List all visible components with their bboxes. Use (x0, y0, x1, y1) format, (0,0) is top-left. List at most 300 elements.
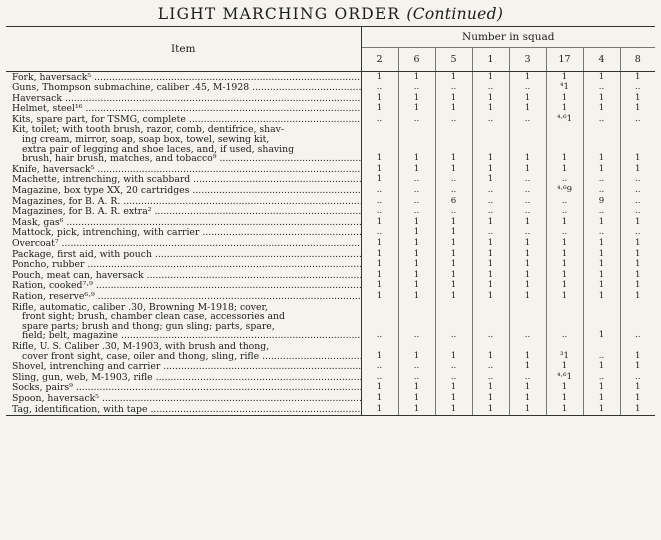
count-cell: 1 (546, 164, 583, 175)
count-cell: .. (361, 228, 398, 239)
count-cell: 1 (361, 104, 398, 115)
count-cell: 1 (398, 281, 435, 292)
count-cell: .. (435, 302, 472, 341)
item-text-line: spare parts; brush and thong; gun sling; parts, spare, (22, 321, 275, 332)
count-cell: .. (361, 372, 398, 383)
count-cell: 1 (361, 175, 398, 186)
count-cell: .. (546, 302, 583, 341)
count-cell: 1 (361, 404, 398, 415)
count-cell: 1 (583, 104, 620, 115)
count-cell: 1 (635, 361, 641, 372)
count-cell: ⁴·⁶9 (546, 186, 583, 197)
count-cell: .. (509, 83, 546, 94)
count-cell: 1 (472, 72, 509, 83)
table-row (6, 125, 655, 164)
item-text-line: Fork, haversack⁵ ..... (12, 73, 361, 83)
item-cell (6, 291, 361, 302)
count-cell: 1 (509, 164, 546, 175)
count-cell: .. (398, 372, 435, 383)
count-cell: 1 (361, 93, 398, 104)
count-cell: 1 (472, 164, 509, 175)
item-cell (6, 217, 361, 228)
count-cell: 1 (398, 341, 435, 361)
count-cell: .. (509, 207, 546, 218)
count-cell: 1 (398, 93, 435, 104)
count-cell: 1 (546, 93, 583, 104)
table-row (6, 93, 655, 104)
count-cell: 1 (509, 341, 546, 361)
count-cell: .. (509, 186, 546, 197)
item-text-line: Kit, toilet; with tooth brush, razor, comb, dentifrice, shav- (12, 125, 285, 136)
count-cell: 1 (435, 393, 472, 404)
count-cell: .. (398, 83, 435, 94)
count-cell: 1 (583, 393, 620, 404)
count-cell: .. (509, 175, 546, 186)
table-row (6, 228, 655, 239)
count-cell: 1 (509, 270, 546, 281)
count-cell: 1 (583, 383, 620, 394)
count-cell: 1 (546, 260, 583, 271)
count-cell: 1 (472, 341, 509, 361)
count-cell: 1 (635, 163, 641, 174)
count-cell: 1 (583, 164, 620, 175)
count-cell: 1 (546, 239, 583, 250)
count-cell: .. (398, 114, 435, 125)
table-row (6, 281, 655, 292)
title-continued: (Continued) (406, 5, 504, 23)
table-row (6, 341, 655, 361)
count-cell: .. (635, 113, 641, 124)
item-text-line: Kits, spare part, for TSMG, complete ..... (12, 115, 361, 125)
count-cell: 1 (435, 249, 472, 260)
count-cell: 1 (546, 125, 583, 164)
count-cell: 1 (472, 260, 509, 271)
count-cell: 1 (472, 249, 509, 260)
count-cell: 1 (509, 393, 546, 404)
count-cell: .. (398, 302, 435, 341)
count-cell: .. (472, 228, 509, 239)
item-cell (6, 270, 361, 281)
count-cell: 1 (509, 249, 546, 260)
count-cell: 1 (509, 291, 546, 302)
count-cell: .. (583, 228, 620, 239)
count-cell: 1 (635, 103, 641, 114)
count-cell: 1 (472, 270, 509, 281)
item-text-line: Ration, cooked⁷·⁹ ..... (12, 281, 361, 291)
table-row (6, 175, 655, 186)
count-cell: 1 (546, 362, 583, 373)
count-cell: .. (361, 207, 398, 218)
item-text-line: Machette, intrenching, with scabbard ..... (12, 175, 361, 185)
count-cell: .. (583, 83, 620, 94)
count-cell: .. (472, 372, 509, 383)
count-cell: 1 (635, 280, 641, 291)
count-cell: 1 (509, 362, 546, 373)
count-cell: 1 (472, 383, 509, 394)
count-cell: 1 (583, 72, 620, 83)
count-cell: 1 (472, 393, 509, 404)
item-text-line: Mattock, pick, intrenching, with carrier ..... (12, 228, 361, 238)
count-cell: .. (509, 196, 546, 207)
item-text-line: Rifle, automatic, caliber .30, Browning M-1918; cover, (12, 302, 268, 313)
item-text-line: field; belt, magazine ..... (12, 331, 361, 341)
count-cell: 1 (583, 404, 620, 415)
squad-column-header: 17 (546, 48, 583, 72)
count-cell: .. (398, 186, 435, 197)
count-cell: .. (398, 175, 435, 186)
count-cell: .. (435, 362, 472, 373)
count-cell: .. (509, 302, 546, 341)
item-cell (6, 249, 361, 260)
count-cell: .. (361, 186, 398, 197)
count-cell: .. (361, 362, 398, 373)
squad-column-header: 6 (398, 48, 435, 72)
item-cell (6, 372, 361, 383)
count-cell: 1 (546, 393, 583, 404)
count-cell: 1 (635, 392, 641, 403)
count-cell: 1 (435, 270, 472, 281)
table-row (6, 196, 655, 207)
count-cell: 1 (398, 72, 435, 83)
item-text-line: Overcoat⁷ ..... (12, 239, 361, 249)
count-cell: ³1 (546, 341, 583, 361)
count-cell: 1 (635, 248, 641, 259)
item-text-line: Pouch, meat can, haversack ..... (12, 271, 361, 281)
count-cell: .. (435, 83, 472, 94)
count-cell: .. (635, 174, 641, 185)
item-column-header: Item (6, 27, 361, 72)
count-cell: ⁴·⁶1 (546, 114, 583, 125)
count-cell: 1 (546, 104, 583, 115)
count-cell: 6 (435, 196, 472, 207)
count-cell: .. (472, 302, 509, 341)
count-cell: 1 (361, 291, 398, 302)
count-cell: .. (472, 186, 509, 197)
count-cell: 1 (635, 259, 641, 270)
squad-column-header: 3 (509, 48, 546, 72)
count-cell: .. (361, 114, 398, 125)
item-cell (6, 239, 361, 250)
count-cell: .. (583, 341, 620, 361)
item-cell (6, 72, 361, 83)
count-cell: 1 (398, 404, 435, 415)
table-row (6, 291, 655, 302)
count-cell: .. (398, 207, 435, 218)
count-cell: 1 (583, 302, 620, 341)
count-cell: 1 (435, 291, 472, 302)
count-cell: 1 (546, 217, 583, 228)
count-cell: 1 (361, 125, 398, 164)
count-cell: .. (546, 228, 583, 239)
count-cell: 1 (472, 93, 509, 104)
item-cell (6, 125, 361, 164)
count-cell: 1 (435, 93, 472, 104)
count-cell: 1 (435, 72, 472, 83)
count-cell: 1 (398, 239, 435, 250)
item-cell (6, 362, 361, 373)
count-cell: .. (435, 114, 472, 125)
count-cell: 1 (635, 290, 641, 301)
table-row (6, 249, 655, 260)
item-cell (6, 341, 361, 361)
table-row (6, 372, 655, 383)
count-cell: 1 (435, 383, 472, 394)
table-row (6, 362, 655, 373)
count-cell: 1 (546, 270, 583, 281)
item-cell (6, 186, 361, 197)
count-cell: .. (435, 175, 472, 186)
count-cell: 1 (583, 291, 620, 302)
table-row (6, 270, 655, 281)
item-cell (6, 196, 361, 207)
table-row (6, 260, 655, 271)
count-cell: 1 (546, 404, 583, 415)
count-cell: .. (398, 196, 435, 207)
item-cell (6, 175, 361, 186)
squad-column-header: 5 (435, 48, 472, 72)
item-text-line: Magazine, box type XX, 20 cartridges ..... (12, 186, 361, 196)
item-text-line: extra pair of legging and shoe laces, and, if used, shaving (22, 144, 295, 155)
item-text-line: Helmet, steel¹⁶ ..... (12, 104, 361, 114)
count-cell: 1 (398, 217, 435, 228)
count-cell: 1 (509, 217, 546, 228)
count-cell: 1 (509, 281, 546, 292)
count-cell: 1 (398, 393, 435, 404)
count-cell: .. (509, 228, 546, 239)
count-cell: 1 (635, 92, 641, 103)
count-cell: 1 (472, 175, 509, 186)
count-cell: 1 (398, 104, 435, 115)
count-cell: 1 (546, 281, 583, 292)
item-text-line: Haversack ..... (12, 94, 361, 104)
item-text-line: Socks, pairs⁹ ..... (12, 383, 361, 393)
count-cell: 1 (435, 228, 472, 239)
count-cell: 1 (509, 383, 546, 394)
count-cell: 1 (361, 281, 398, 292)
item-text-line: Ration, reserve⁶·⁹ ..... (12, 292, 361, 302)
count-cell: .. (472, 83, 509, 94)
squad-column-header: 2 (361, 48, 398, 72)
count-cell: 1 (435, 281, 472, 292)
number-in-squad-header: Number in squad (361, 27, 655, 48)
count-cell: 1 (472, 281, 509, 292)
table-row (6, 164, 655, 175)
count-cell: 1 (635, 269, 641, 280)
item-text-line: front sight; brush, chamber clean case, accessories and (22, 312, 285, 322)
count-cell: .. (583, 207, 620, 218)
item-cell (6, 83, 361, 94)
item-cell (6, 114, 361, 125)
table-row (6, 302, 655, 341)
count-cell: 1 (398, 260, 435, 271)
count-cell: .. (509, 372, 546, 383)
count-cell: 1 (509, 72, 546, 83)
item-cell (6, 164, 361, 175)
count-cell: 1 (583, 217, 620, 228)
item-cell (6, 104, 361, 115)
table-row (6, 393, 655, 404)
count-cell: 1 (583, 249, 620, 260)
count-cell: 1 (435, 404, 472, 415)
count-cell: 1 (435, 104, 472, 115)
item-cell (6, 302, 361, 341)
count-cell: .. (583, 114, 620, 125)
item-text-line: Spoon, haversack⁵ ..... (12, 394, 361, 404)
count-cell: 1 (583, 239, 620, 250)
count-cell: 1 (546, 291, 583, 302)
count-cell: 1 (435, 260, 472, 271)
item-text-line: ing cream, mirror, soap, soap box, towel, sewing kit, (22, 135, 270, 145)
count-cell: 1 (361, 260, 398, 271)
item-cell (6, 228, 361, 239)
item-cell (6, 393, 361, 404)
count-cell: .. (509, 114, 546, 125)
count-cell: .. (546, 175, 583, 186)
count-cell: 1 (509, 404, 546, 415)
count-cell: 1 (583, 362, 620, 373)
count-cell: 1 (620, 404, 655, 415)
count-cell: 1 (361, 383, 398, 394)
count-cell: 1 (398, 291, 435, 302)
count-cell: 1 (435, 217, 472, 228)
count-cell: 1 (509, 104, 546, 115)
count-cell: .. (635, 195, 641, 206)
table-row (6, 72, 655, 83)
count-cell: .. (361, 302, 398, 341)
count-cell: 1 (361, 72, 398, 83)
count-cell: 1 (509, 93, 546, 104)
item-cell (6, 207, 361, 218)
item-text-line: Knife, haversack⁵ ..... (12, 165, 361, 175)
item-text-line: Shovel, intrenching and carrier ..... (12, 362, 361, 372)
table-row (6, 207, 655, 218)
count-cell: 1 (583, 270, 620, 281)
count-cell: 1 (435, 341, 472, 361)
count-cell: 1 (546, 72, 583, 83)
table-row (6, 217, 655, 228)
item-text-line: Magazines, for B. A. R. ..... (12, 197, 361, 207)
count-cell: 1 (583, 93, 620, 104)
count-cell: 1 (398, 383, 435, 394)
count-cell: 1 (361, 164, 398, 175)
count-cell: 1 (635, 153, 641, 164)
count-cell: 1 (583, 125, 620, 164)
count-cell: 1 (398, 228, 435, 239)
count-cell: .. (635, 206, 641, 217)
title-main: LIGHT MARCHING ORDER (157, 5, 401, 23)
count-cell: 1 (635, 71, 641, 82)
table-row (6, 186, 655, 197)
count-cell: 1 (361, 393, 398, 404)
squad-column-header: 1 (472, 48, 509, 72)
count-cell: 1 (546, 383, 583, 394)
table-row (6, 114, 655, 125)
table-row (6, 83, 655, 94)
count-cell: 1 (583, 260, 620, 271)
count-cell: 1 (509, 260, 546, 271)
count-cell: ⁴·⁶1 (546, 372, 583, 383)
count-cell: .. (583, 372, 620, 383)
count-cell: 1 (398, 125, 435, 164)
count-cell: .. (361, 196, 398, 207)
count-cell: 9 (583, 196, 620, 207)
item-cell (6, 93, 361, 104)
count-cell: 1 (361, 249, 398, 260)
count-cell: 1 (361, 239, 398, 250)
count-cell: 1 (583, 281, 620, 292)
count-cell: .. (361, 83, 398, 94)
item-text-line: Package, first aid, with pouch ..... (12, 250, 361, 260)
count-cell: 1 (546, 249, 583, 260)
count-cell: 1 (361, 270, 398, 281)
count-cell: 1 (435, 164, 472, 175)
count-cell: .. (398, 362, 435, 373)
item-cell (6, 260, 361, 271)
squad-column-header: 8 (620, 48, 655, 72)
item-cell (6, 404, 361, 415)
count-cell: 1 (361, 217, 398, 228)
count-cell: .. (635, 185, 641, 196)
count-cell: 1 (472, 404, 509, 415)
item-cell (6, 281, 361, 292)
count-cell: .. (583, 175, 620, 186)
count-cell: .. (435, 186, 472, 197)
count-cell: 1 (472, 217, 509, 228)
count-cell: 1 (635, 216, 641, 227)
count-cell: 1 (435, 125, 472, 164)
count-cell: .. (435, 372, 472, 383)
count-cell: 1 (635, 350, 641, 361)
count-cell: .. (472, 114, 509, 125)
count-cell: .. (472, 207, 509, 218)
table-row (6, 383, 655, 394)
item-text-line: Rifle, U. S. Caliber .30, M-1903, with brush and thong, (12, 341, 270, 352)
count-cell: 1 (635, 238, 641, 248)
item-text-line: Mask, gas⁶ ..... (12, 218, 361, 228)
item-text-line: Guns, Thompson submachine, caliber .45, M-1928 ..... (12, 83, 361, 93)
count-cell: 1 (472, 125, 509, 164)
count-cell: .. (635, 330, 641, 341)
count-cell: .. (635, 371, 641, 382)
count-cell: ⁴1 (546, 83, 583, 94)
equipment-table (6, 26, 655, 416)
table-row (6, 404, 655, 415)
table-row (6, 104, 655, 115)
count-cell: 1 (635, 382, 641, 393)
count-cell: .. (546, 207, 583, 218)
count-cell: 1 (435, 239, 472, 250)
page-title (6, 4, 655, 26)
table-row (6, 239, 655, 250)
count-cell: 1 (361, 341, 398, 361)
count-cell: .. (635, 227, 641, 238)
count-cell: 1 (398, 270, 435, 281)
count-cell: .. (472, 362, 509, 373)
item-text-line: Magazines, for B. A. R. extra² ..... (12, 207, 361, 217)
count-cell: .. (583, 186, 620, 197)
count-cell: 1 (398, 164, 435, 175)
item-text-line: cover front sight, case, oiler and thong, sling, rifle ..... (12, 352, 361, 362)
count-cell: .. (635, 82, 641, 93)
count-cell: 1 (472, 104, 509, 115)
count-cell: 1 (509, 239, 546, 250)
count-cell: .. (546, 196, 583, 207)
count-cell: .. (435, 207, 472, 218)
item-text-line: Sling, gun, web, M-1903, rifle ..... (12, 373, 361, 383)
item-text-line: Poncho, rubber ..... (12, 260, 361, 270)
item-text-line: brush, hair brush, matches, and tobacco⁹ ..... (12, 154, 361, 164)
count-cell: .. (472, 196, 509, 207)
